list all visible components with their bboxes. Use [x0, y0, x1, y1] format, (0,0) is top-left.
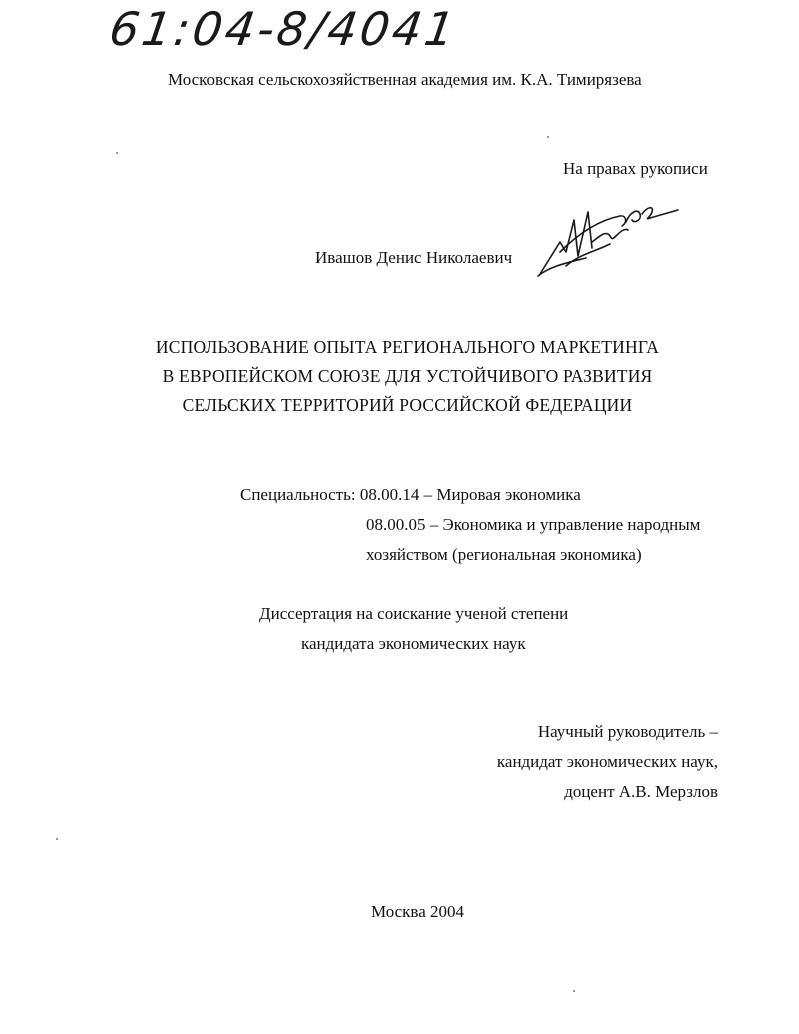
title-line: В ЕВРОПЕЙСКОМ СОЮЗЕ ДЛЯ УСТОЙЧИВОГО РАЗВИТИЯ [162, 366, 653, 386]
scan-speck [116, 152, 118, 154]
degree-line-2: кандидата экономических наук [301, 634, 526, 653]
city-year: Москва 2004 [371, 902, 465, 921]
specialty-line-1: Специальность: 08.00.14 – Мировая экономика [240, 485, 581, 504]
dissertation-title [100, 333, 715, 420]
specialty-line-2: 08.00.05 – Экономика и управление народным [366, 515, 701, 534]
institution-name: Московская сельскохозяйственная академия им. К.А. Тимирязева [168, 70, 642, 89]
scan-speck [547, 136, 549, 138]
title-line: ИСПОЛЬЗОВАНИЕ ОПЫТА РЕГИОНАЛЬНОГО МАРКЕТИНГА [155, 337, 660, 357]
scan-speck [573, 990, 575, 992]
specialty-line-3: хозяйством (региональная экономика) [366, 545, 642, 564]
advisor-line-3: доцент А.В. Мерзлов [564, 782, 718, 801]
advisor-line-1: Научный руководитель – [537, 722, 718, 741]
advisor-line-2: кандидат экономических наук, [496, 752, 718, 771]
degree-line-1: Диссертация на соискание ученой степени [259, 604, 569, 623]
handwritten-signature-icon [530, 192, 690, 282]
archive-code: 61:04-8/4041 [106, 2, 461, 56]
manuscript-note: На правах рукописи [563, 159, 708, 178]
author-name: Ивашов Денис Николаевич [315, 248, 513, 267]
title-line: СЕЛЬСКИХ ТЕРРИТОРИЙ РОССИЙСКОЙ ФЕДЕРАЦИИ [182, 395, 633, 415]
scan-speck [56, 838, 58, 840]
